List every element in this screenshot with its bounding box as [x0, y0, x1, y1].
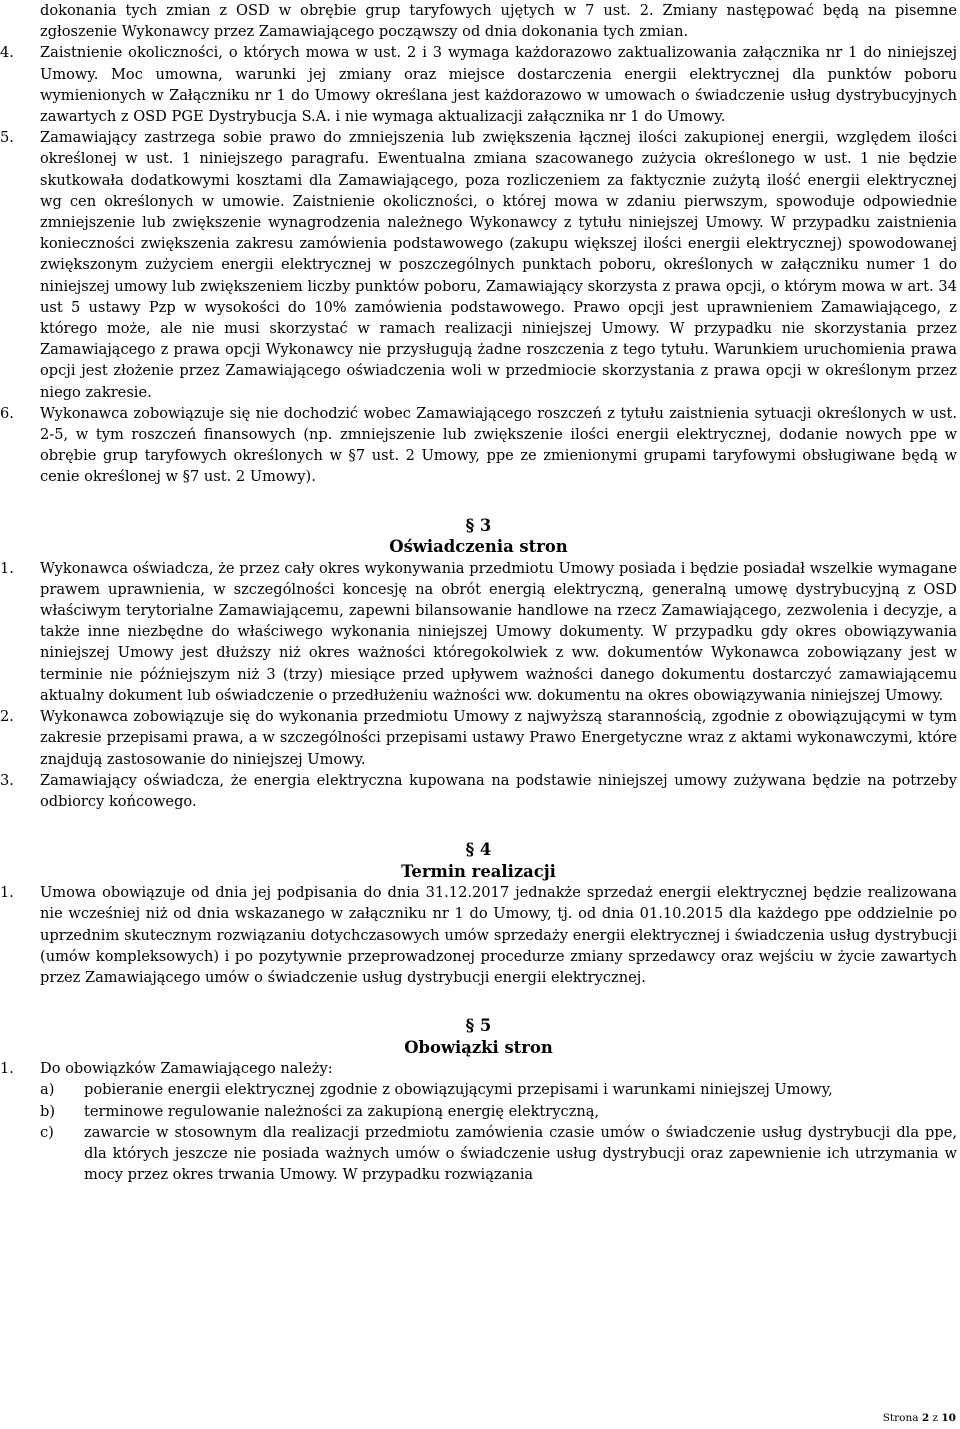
list-item [0, 42, 957, 127]
item-number: 2. [0, 708, 14, 726]
sub-list-item [40, 1101, 957, 1122]
list-item [0, 403, 957, 488]
item-text: Wykonawca oświadcza, że przez cały okres wykonywania przedmiotu Umowy posiada i będzie posiadał wszelkie wymagane prawem uprawnienia, w szczególności koncesję na obrót energią elektryczną, generalną umowę dystrybucyjną z OSD właściwym terytorialne Zamawiającemu, zapewni bilansowanie handlowe na rzecz Zamawiającego, zezwolenia i decyzje, a także inne niezbędne do właściwego wykonania niniejszej Umowy dokumenty. W przypadku gdy okres obowiązywania niniejszej Umowy jest dłuższy niż okres ważności któregokolwiek z ww. dokumentów Wykonawca zobowiązany jest w terminie nie późniejszym niż 3 (trzy) miesiące przed upływem ważności danego dokumentu dostarczyć zamawiającemu aktualny dokument lub oświadczenie o przedłużeniu ważności ww. dokumentu na okres obowiązywania niniejszej Umowy. [40, 559, 957, 704]
section-title: Oświadczenia stron [389, 537, 568, 557]
item-text: Zamawiający zastrzega sobie prawo do zmniejszenia lub zwiększenia łącznej ilości zakupionej energii, względem ilości określonej w ust. 1 niniejszego paragrafu. Ewentualna zmiana szacowanego zużycia określonego w ust. 1 nie będzie skutkowała dodatkowymi kosztami dla Zamawiającego, poza rozliczeniem za faktycznie zużytą ilość energii elektrycznej wg cen określonych w umowie. Zaistnienie okoliczności, o której mowa w zdaniu pierwszym, spowoduje odpowiednie zmniejszenie lub zwiększenie wynagrodzenia należnego Wykonawcy z tytułu niniejszej Umowy. W przypadku zaistnienia konieczności zwiększenia zakresu zamówienia podstawowego (zakupu większej ilości energii elektrycznej) spowodowanej zwiększonym zużyciem energii elektrycznej w poszczególnych punktach poboru, określonych w załączniku numer 1 do niniejszej umowy lub zwiększeniem liczby punktów poboru, Zamawiający skorzysta z prawa opcji, o którym mowa w art. 34 ust 5 ustawy Pzp w wysokości do 10% zamówienia podstawowego. Prawo opcji jest uprawnieniem Zamawiającego, z którego może, ale nie musi skorzystać w ramach realizacji niniejszej Umowy. W przypadku nie skorzystania przez Zamawiającego z prawa opcji Wykonawcy nie przysługują żadne roszczenia z tego tytułu. Warunkiem uruchomienia prawa opcji jest złożenie przez Zamawiającego oświadczenia woli w przedmiocie skorzystania z prawa opcji w określonym przez niego zakresie. [40, 129, 957, 401]
list-item [0, 706, 957, 770]
list-item [0, 1058, 957, 1079]
list-item [0, 558, 957, 706]
subitem-text: pobieranie energii elektrycznej zgodnie z obowiązującymi przepisami i warunkami niniejszej Umowy, [84, 1081, 833, 1099]
subitem-letter: a) [40, 1081, 55, 1099]
item-text: Wykonawca zobowiązuje się nie dochodzić wobec Zamawiającego roszczeń z tytułu zaistnienia sytuacji określonych w ust. 2-5, w tym roszczeń finansowych (np. zmniejszenie lub zwiększenie ilości energii elektrycznej, dodanie nowych ppe w obrębie grup taryfowych określonych w §7 ust. 2 Umowy, ppe ze zmienionymi grupami taryfowymi obsługiwane będą w cenie określonej w §7 ust. 2 Umowy). [40, 404, 957, 486]
item-text: Zamawiający oświadcza, że energia elektryczna kupowana na podstawie niniejszej umowy zużywana będzie na potrzeby odbiorcy końcowego. [40, 771, 957, 810]
section-number: § 4 [465, 840, 492, 860]
list-item [0, 127, 957, 403]
list-item [0, 882, 957, 988]
subitem-text: terminowe regulowanie należności za zakupioną energię elektryczną, [84, 1102, 600, 1120]
sub-list-item [40, 1079, 957, 1100]
item-text: Zaistnienie okoliczności, o których mowa w ust. 2 i 3 wymaga każdorazowo zaktualizowania załącznika nr 1 do niniejszej Umowy. Moc umowna, warunki jej zmiany oraz miejsce dostarczenia energii elektrycznej dla punktów poboru wymienionych w Załączniku nr 1 do Umowy określana jest każdorazowo w umowach o świadczenie usług dystrybucyjnych zawartych z OSD PGE Dystrybucja S.A. i nie wymaga aktualizacji załącznika nr 1 do Umowy. [40, 44, 957, 126]
sub-list-item [40, 1122, 957, 1186]
subitem-letter: c) [40, 1123, 54, 1141]
item-number: 3. [0, 771, 14, 789]
section-number: § 5 [465, 1016, 492, 1036]
item-number: 4. [0, 44, 14, 62]
footer-page-number: 2 [921, 1412, 930, 1424]
item-text: Wykonawca zobowiązuje się do wykonania przedmiotu Umowy z najwyższą starannością, zgodnie z obowiązującymi w tym zakresie przepisami prawa, a w szczególności przepisami ustawy Prawo Energetyczne wraz z aktami wykonawczymi, które znajdują zastosowanie do niniejszej Umowy. [40, 708, 957, 768]
item-text: Do obowiązków Zamawiającego należy: [40, 1060, 333, 1078]
item-number: 1. [0, 1060, 14, 1078]
subitem-letter: b) [40, 1102, 56, 1120]
continuation-paragraph: dokonania tych zmian z OSD w obrębie grup taryfowych ujętych w 7 ust. 2. Zmiany następować będą na pisemne zgłoszenie Wykonawcy przez Zamawiającego począwszy od dnia dokonania tych zmian. [40, 2, 957, 41]
item-number: 1. [0, 884, 14, 902]
page-footer [883, 1412, 956, 1425]
section-title: Termin realizacji [401, 861, 556, 881]
footer-page-total: 10 [941, 1412, 956, 1424]
section-number: § 3 [465, 515, 492, 535]
item-number: 5. [0, 129, 14, 147]
list-item [0, 770, 957, 812]
item-text: Umowa obowiązuje od dnia jej podpisania do dnia 31.12.2017 jednakże sprzedaż energii elektrycznej będzie realizowana nie wcześniej niż od dnia wskazanego w załączniku nr 1 do Umowy, tj. od dnia 01.10.2015 dla każdego ppe oddzielnie po uprzednim skutecznym rozwiązaniu dotychczasowych umów sprzedaży energii elektrycznej i świadczenia usług dystrybucji (umów kompleksowych) i po pozytywnie przeprowadzonej procedurze zmiany sprzedawcy oraz wejściu w życie zawartych przez Zamawiającego umów o świadczenie usług dystrybucji energii elektrycznej. [40, 884, 957, 986]
item-number: 6. [0, 404, 14, 422]
footer-separator: z [929, 1412, 942, 1424]
subitem-text: zawarcie w stosownym dla realizacji przedmiotu zamówienia czasie umów o świadczenie usług dystrybucji dla ppe, dla których jeszcze nie posiada ważnych umów o świadczenie usług dystrybucji oraz zapewnienie ich utrzymania w mocy przez okres trwania Umowy. W przypadku rozwiązania [84, 1123, 957, 1184]
footer-prefix: Strona [882, 1412, 922, 1424]
item-number: 1. [0, 559, 14, 577]
section-title: Obowiązki stron [404, 1037, 553, 1057]
